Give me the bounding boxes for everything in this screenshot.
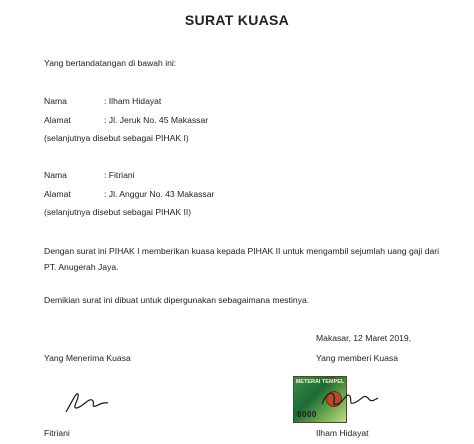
party2-name-label: Nama xyxy=(44,170,67,180)
receiver-signature xyxy=(62,388,112,416)
party1-name-value: : Ilham Hidayat xyxy=(104,96,162,106)
giver-name: Ilham Hidayat xyxy=(316,428,369,438)
receiver-name: Fitriani xyxy=(44,428,70,438)
giver-heading: Yang memberi Kuasa xyxy=(316,353,399,363)
intro-text: Yang bertandatangan di bawah ini: xyxy=(44,58,177,68)
party1-alias: (selanjutnya disebut sebagai PIHAK I) xyxy=(44,133,189,143)
party2-alias: (selanjutnya disebut sebagai PIHAK II) xyxy=(44,207,192,217)
party2-address-value: : Jl. Anggur No. 43 Makassar xyxy=(104,189,215,199)
party1-address-value: : Jl. Jeruk No. 45 Makassar xyxy=(104,115,209,125)
party2-address-label: Alamat xyxy=(44,189,71,199)
party1-address-label: Alamat xyxy=(44,115,71,125)
party2-name-value: : Fitriani xyxy=(104,170,135,180)
stamp-value: 6000 xyxy=(297,410,317,419)
stamp-label: METERAI TEMPEL xyxy=(295,379,345,385)
place-date: Makasar, 12 Maret 2019, xyxy=(316,333,412,343)
body-paragraph: Dengan surat ini PIHAK I memberikan kuasa kepada PIHAK II untuk mengambil sejumlah uang gaji dari PT. Anugerah Jaya. xyxy=(44,246,440,272)
closing-paragraph: Demikian surat ini dibuat untuk dipergunakan sebagaimana mestinya. xyxy=(44,295,310,305)
giver-signature xyxy=(318,384,382,412)
party1-name-label: Nama xyxy=(44,96,67,106)
receiver-heading: Yang Menerima Kuasa xyxy=(44,353,131,363)
document-title: SURAT KUASA xyxy=(184,12,290,28)
